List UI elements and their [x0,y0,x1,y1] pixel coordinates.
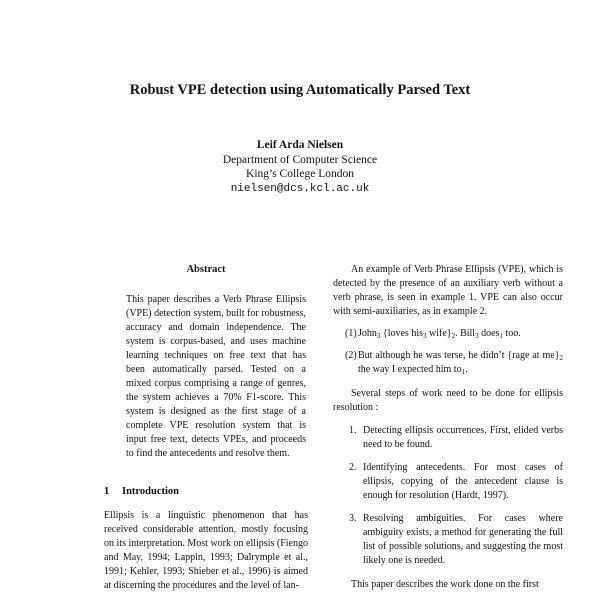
author-block [0,138,600,196]
example-label: (1) [345,328,357,339]
example-1 [333,327,563,341]
author-institution: King’s College London [246,168,354,180]
example-label: (2) [345,350,357,361]
abstract-heading: Abstract [186,264,226,275]
list-item-number: 2. [349,462,357,473]
list-item [333,461,563,503]
example-sentence: But although he was terse, he didn’t {rage at $me\}_2$ the way I expected him $to_1$. [358,350,563,376]
example-sentence: John$_3$ {loves his$_3$ $wife\}_2$. Bill$_3$ does$_1$ too. [358,328,521,340]
list-item-text: Detecting ellipsis occurrences. First, elided verbs need to be found. [363,425,563,450]
resolution-steps-intro: Several steps of work need to be done for ellipsis resolution : [333,388,563,413]
abstract-text: This paper describes a Verb Phrase Ellipsis (VPE) detection system, built for robustness, accuracy and domain independence. The system is corpus-based, and uses machine learning techniques on free text that has been automatically parsed. Tested on a mixed corpus comprising a range of genres, the system achieves a 70% F1-score. This system is designed as the first stage of a complete VPE resolution system that is input free text, detects VPEs, and proceeds to find the antecedents and resolve them. [126,294,306,459]
list-item-text: Identifying antecedents. For most cases of ellipsis, copying of the antecedent clause is enough for resolution (Hardt, 1997). [363,462,563,501]
section-number: 1 [104,486,110,497]
author-name: Leif Arda Nielsen [256,139,344,151]
author-department: Department of Computer Science [222,153,378,166]
paper-title: Robust VPE detection using Automatically Parsed Text [129,82,471,98]
list-item [333,512,563,568]
author-email[interactable]: nielsen@dcs.kcl.ac.uk [230,182,370,195]
example-2 [333,349,563,377]
vpe-intro-paragraph: An example of Verb Phrase Ellipsis (VPE), which is detected by the presence of an auxiliary verb without a verb phrase, is seen in example 1. VPE can also occur with semi-auxiliaries, as in example 2. [333,264,563,317]
left-column [104,263,308,593]
introduction-heading [104,485,308,499]
list-item-number: 3. [349,513,357,524]
resolution-steps-list [333,424,563,568]
right-column [333,263,563,592]
section-title: Introduction [122,486,179,497]
list-item [333,424,563,452]
list-item-number: 1. [349,425,357,436]
introduction-text: Ellipsis is a linguistic phenomenon that has received considerable attention, mostly focusing on its interpretation. Most work on ellipsis (Fiengo and May, 1994; Lappin, 1993; Dalrymple et al., 1991; Kehler, 1993; Shieber et al., 1996) is aimed at discerning the procedures and the level of lan- [104,510,308,591]
list-item-text: Resolving ambiguities. For cases where ambiguity exists, a method for generating the full list of possible solutions, and suggesting the most likely one is needed. [363,513,563,566]
closing-paragraph: This paper describes the work done on the first [351,579,539,590]
